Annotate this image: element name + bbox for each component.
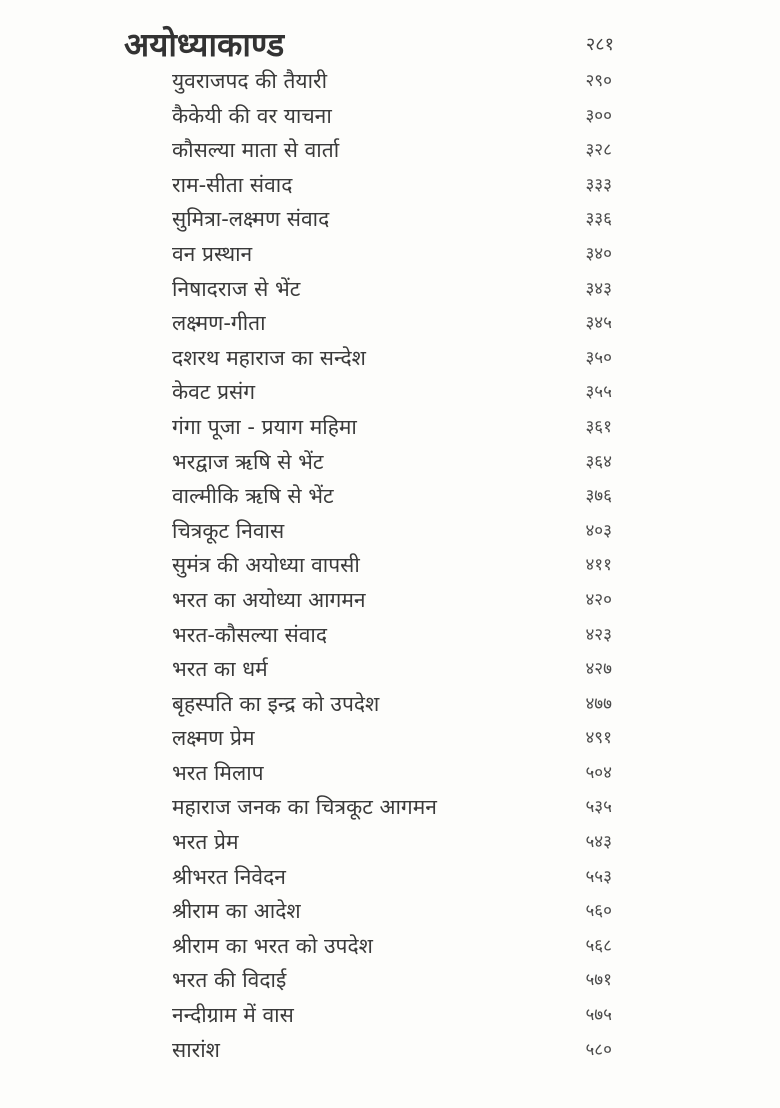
toc-entry — [172, 548, 612, 583]
section-title: अयोध्याकाण्ड — [124, 25, 285, 64]
entry-page: ५५३ — [585, 866, 612, 887]
entry-title: वन प्रस्थान — [172, 241, 253, 266]
toc-entry — [172, 410, 612, 445]
toc-entry — [172, 860, 612, 895]
toc-entry — [172, 202, 612, 237]
toc-entry — [172, 375, 612, 410]
entry-title: गंगा पूजा - प्रयाग महिमा — [172, 414, 357, 439]
entry-title: वाल्मीकि ऋषि से भेंट — [172, 484, 334, 509]
entry-page: ५०४ — [585, 762, 612, 783]
section-page-number: २८१ — [585, 34, 614, 55]
toc-entry — [172, 168, 612, 203]
entry-page: ४११ — [585, 555, 612, 576]
entry-page: ३५० — [585, 347, 612, 368]
entry-page: ३६४ — [585, 451, 612, 472]
entry-page: ३७६ — [585, 486, 612, 507]
toc-entry — [172, 341, 612, 376]
entry-title: सुमित्रा-लक्ष्मण संवाद — [172, 207, 330, 232]
entry-page: ३४५ — [585, 313, 612, 334]
entry-page: ३२८ — [585, 140, 612, 161]
entry-title: बृहस्पति का इन्द्र को उपदेश — [172, 691, 380, 716]
entry-title: निषादराज से भेंट — [172, 276, 301, 301]
entry-title: भरत का अयोध्या आगमन — [172, 587, 366, 612]
toc-entry — [172, 929, 612, 964]
entry-page: ५३५ — [585, 797, 612, 818]
entry-title: भरत-कौसल्या संवाद — [172, 622, 328, 647]
entry-title: श्रीराम का आदेश — [172, 899, 301, 924]
entry-title: महाराज जनक का चित्रकूट आगमन — [172, 795, 437, 820]
entry-page: ३४३ — [585, 278, 612, 299]
entry-title: चित्रकूट निवास — [172, 518, 285, 543]
entry-title: लक्ष्मण-गीता — [172, 311, 266, 336]
toc-entry — [172, 998, 612, 1033]
toc-entry — [172, 64, 612, 99]
toc-entry — [172, 825, 612, 860]
entry-title: भरत की विदाई — [172, 968, 287, 993]
entry-page: ४२३ — [585, 624, 612, 645]
entry-page: ३४० — [585, 243, 612, 264]
entry-title: श्रीभरत निवेदन — [172, 864, 286, 889]
entry-page: ४९१ — [585, 728, 612, 749]
entry-title: भरत का धर्म — [172, 657, 268, 682]
toc-list — [172, 64, 612, 1067]
entry-page: ३५५ — [585, 382, 612, 403]
entry-title: भरद्वाज ऋषि से भेंट — [172, 449, 324, 474]
toc-entry — [172, 652, 612, 687]
entry-title: सुमंत्र की अयोध्या वापसी — [172, 553, 360, 578]
toc-entry — [172, 687, 612, 722]
toc-entry — [172, 1033, 612, 1068]
entry-title: लक्ष्मण प्रेम — [172, 726, 255, 751]
toc-entry — [172, 237, 612, 272]
toc-entry — [172, 99, 612, 134]
entry-page: ५४३ — [585, 832, 612, 853]
entry-title: भरत मिलाप — [172, 760, 264, 785]
entry-title: सारांश — [172, 1037, 220, 1062]
toc-entry — [172, 133, 612, 168]
toc-entry — [172, 514, 612, 549]
toc-entry — [172, 963, 612, 998]
toc-entry — [172, 306, 612, 341]
entry-page: ५७१ — [585, 970, 612, 991]
entry-page: २९० — [585, 71, 612, 91]
entry-page: ४२० — [585, 589, 612, 610]
toc-entry — [172, 479, 612, 514]
entry-page: ४७७ — [585, 693, 612, 714]
toc-entry — [172, 894, 612, 929]
entry-title: भरत प्रेम — [172, 830, 239, 855]
entry-page: ३०० — [585, 105, 612, 126]
entry-title: युवराजपद की तैयारी — [172, 69, 328, 93]
toc-entry — [172, 721, 612, 756]
toc-entry — [172, 583, 612, 618]
entry-title: दशरथ महाराज का सन्देश — [172, 345, 366, 370]
entry-page: ३३३ — [585, 174, 612, 195]
entry-page: ४०३ — [585, 520, 612, 541]
entry-page: ५६८ — [585, 935, 612, 956]
entry-page: ५८० — [585, 1039, 612, 1060]
entry-title: राम-सीता संवाद — [172, 172, 293, 197]
toc-entry — [172, 790, 612, 825]
entry-page: ३३६ — [585, 209, 612, 230]
toc-entry — [172, 618, 612, 653]
entry-page: ५६० — [585, 901, 612, 922]
entry-title: नन्दीग्राम में वास — [172, 1003, 294, 1028]
toc-entry — [172, 272, 612, 307]
entry-page: ४२७ — [585, 659, 612, 680]
entry-page: ५७५ — [585, 1005, 612, 1026]
entry-title: कैकेयी की वर याचना — [172, 103, 332, 128]
entry-page: ३६१ — [585, 416, 612, 437]
entry-title: केवट प्रसंग — [172, 380, 256, 405]
entry-title: श्रीराम का भरत को उपदेश — [172, 933, 373, 958]
toc-entry — [172, 445, 612, 480]
section-heading — [124, 22, 614, 68]
toc-entry — [172, 756, 612, 791]
entry-title: कौसल्या माता से वार्ता — [172, 138, 340, 163]
